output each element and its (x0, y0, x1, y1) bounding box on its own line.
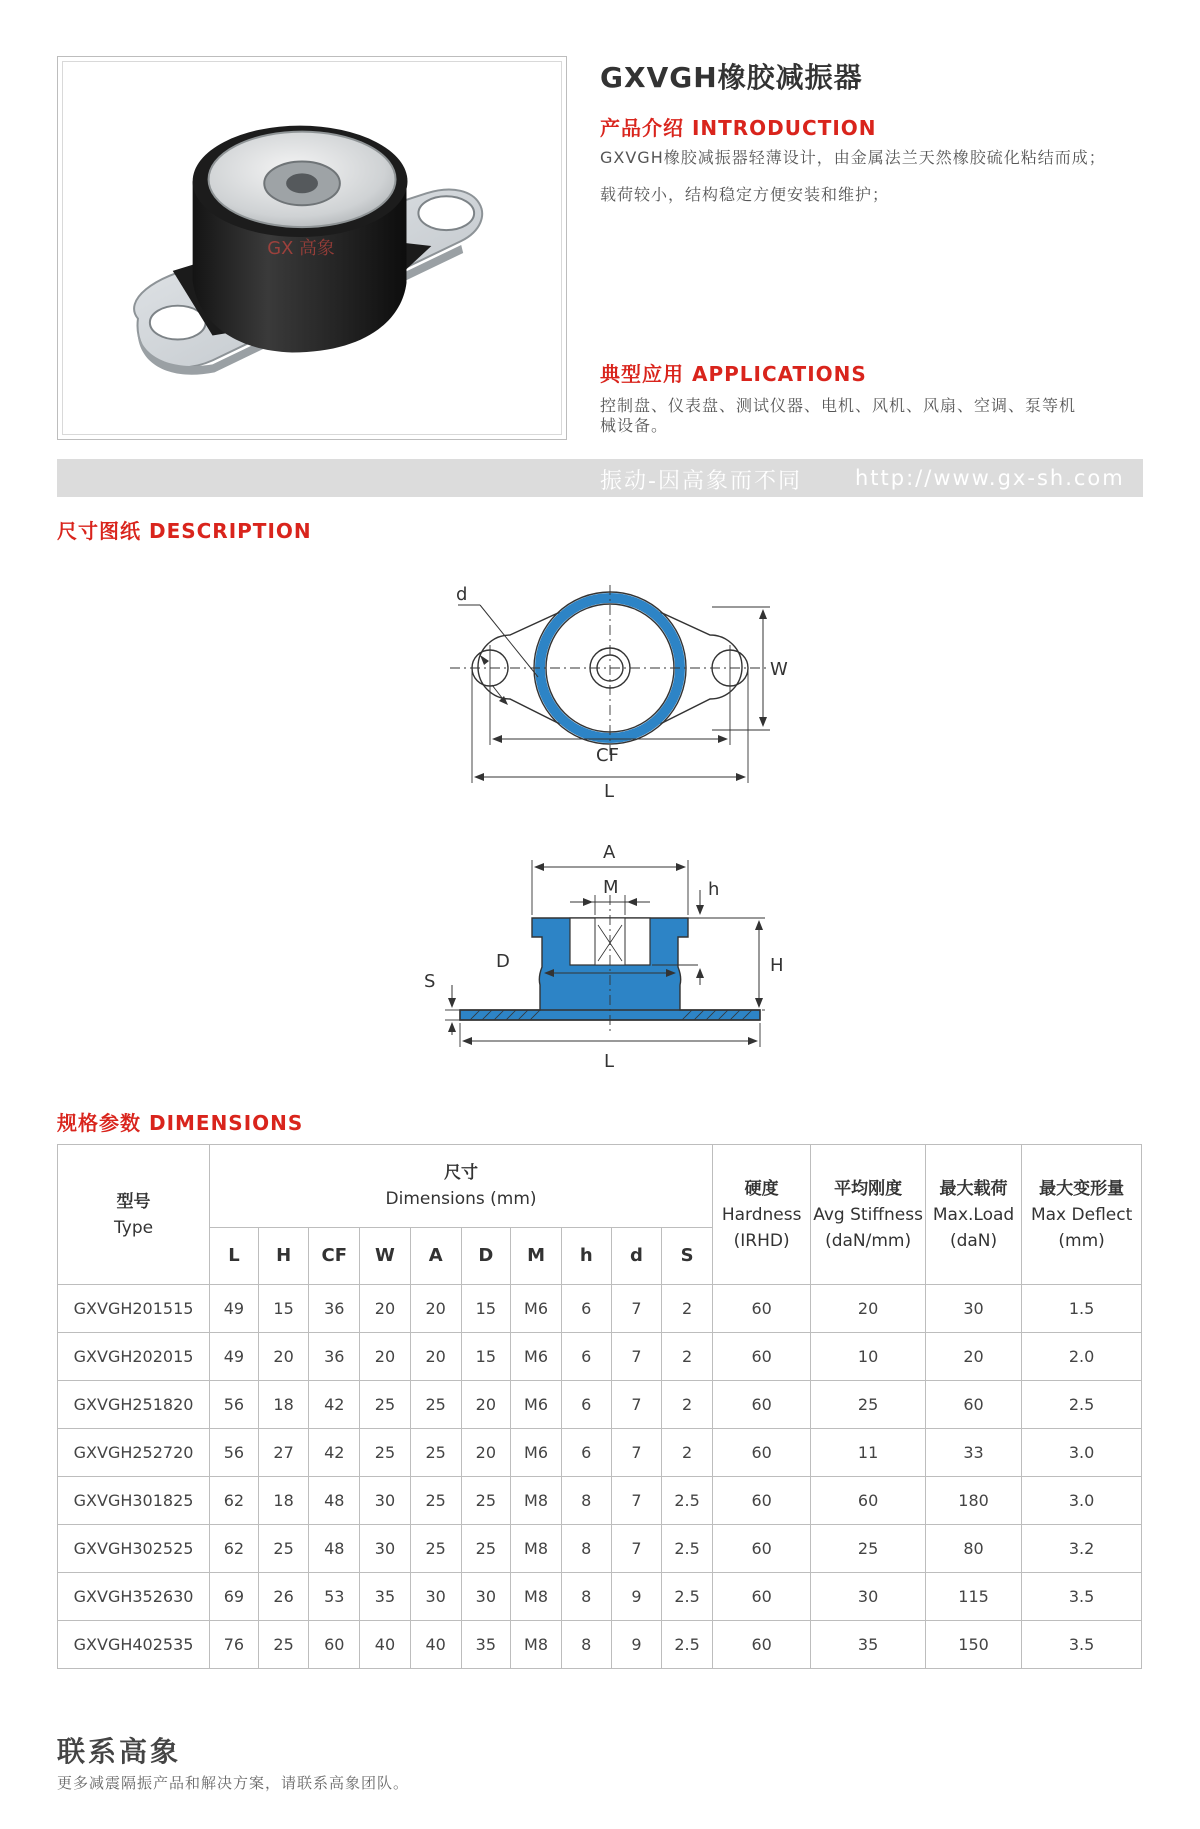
footer-text: 更多减震隔振产品和解决方案，请联系高象团队。 (57, 1774, 410, 1792)
label-h: h (708, 879, 720, 900)
table-cell: 60 (309, 1621, 360, 1669)
table-cell: 9 (611, 1621, 662, 1669)
table-cell: 2.5 (662, 1477, 713, 1525)
table-row (58, 1333, 1142, 1381)
table-cell: 62 (210, 1525, 259, 1573)
table-cell-type: GXVGH302525 (58, 1525, 210, 1573)
table-cell: 60 (712, 1477, 810, 1525)
col-M: M (511, 1228, 562, 1285)
table-cell: M6 (511, 1381, 562, 1429)
table-cell: 20 (461, 1429, 511, 1477)
table-cell: 7 (611, 1381, 662, 1429)
table-cell: 115 (925, 1573, 1021, 1621)
table-cell: 25 (410, 1525, 461, 1573)
applications-line-1: 控制盘、仪表盘、测试仪器、电机、风机、风扇、空调、泵等机 (600, 396, 1077, 415)
table-cell: 56 (210, 1381, 259, 1429)
table-row (58, 1573, 1142, 1621)
applications-heading: 典型应用 APPLICATIONS (600, 362, 867, 386)
table-cell: 20 (461, 1381, 511, 1429)
table-cell: 49 (210, 1333, 259, 1381)
table-cell: 3.0 (1022, 1477, 1142, 1525)
table-cell: 60 (925, 1381, 1021, 1429)
table-cell: 180 (925, 1477, 1021, 1525)
table-cell: 60 (811, 1477, 926, 1525)
header-max-load: 最大载荷 Max.Load (daN) (925, 1145, 1021, 1285)
col-CF: CF (309, 1228, 360, 1285)
table-cell: 7 (611, 1285, 662, 1333)
table-cell: 2 (662, 1381, 713, 1429)
table-row (58, 1285, 1142, 1333)
col-L: L (210, 1228, 259, 1285)
table-cell: 20 (410, 1285, 461, 1333)
table-cell: 20 (410, 1333, 461, 1381)
table-cell: 10 (811, 1333, 926, 1381)
label-L-top: L (604, 781, 615, 802)
product-photo-frame (57, 56, 567, 440)
banner-url-link[interactable]: http://www.gx-sh.com (855, 466, 1125, 490)
table-cell: M8 (511, 1477, 562, 1525)
table-cell: 8 (561, 1573, 611, 1621)
table-cell: 25 (258, 1621, 309, 1669)
table-cell: 1.5 (1022, 1285, 1142, 1333)
table-cell: 3.5 (1022, 1573, 1142, 1621)
col-d: d (611, 1228, 662, 1285)
table-cell: 60 (712, 1381, 810, 1429)
table-cell: 60 (712, 1525, 810, 1573)
table-row (58, 1381, 1142, 1429)
table-cell-type: GXVGH402535 (58, 1621, 210, 1669)
table-cell: 2.5 (662, 1573, 713, 1621)
col-D: D (461, 1228, 511, 1285)
table-cell-type: GXVGH251820 (58, 1381, 210, 1429)
table-cell-type: GXVGH352630 (58, 1573, 210, 1621)
table-cell: 20 (925, 1333, 1021, 1381)
table-cell: 2.5 (1022, 1381, 1142, 1429)
table-cell: 40 (360, 1621, 411, 1669)
table-cell: 30 (925, 1285, 1021, 1333)
col-h: h (561, 1228, 611, 1285)
label-L-side: L (604, 1051, 615, 1072)
table-cell: 25 (360, 1429, 411, 1477)
table-cell: 62 (210, 1477, 259, 1525)
header-stiffness: 平均刚度 Avg Stiffness (daN/mm) (811, 1145, 926, 1285)
table-cell: 35 (811, 1621, 926, 1669)
table-cell: 8 (561, 1621, 611, 1669)
table-cell: 20 (360, 1333, 411, 1381)
table-cell: 53 (309, 1573, 360, 1621)
table-cell: 69 (210, 1573, 259, 1621)
header-type: 型号 Type (58, 1145, 210, 1285)
product-photo (63, 62, 561, 434)
table-cell: 3.2 (1022, 1525, 1142, 1573)
table-cell-type: GXVGH301825 (58, 1477, 210, 1525)
col-S: S (662, 1228, 713, 1285)
table-row (58, 1429, 1142, 1477)
table-cell: 2 (662, 1333, 713, 1381)
table-cell: 42 (309, 1429, 360, 1477)
table-cell: 7 (611, 1477, 662, 1525)
table-cell: 3.0 (1022, 1429, 1142, 1477)
table-cell: 15 (461, 1333, 511, 1381)
table-cell: 7 (611, 1525, 662, 1573)
table-cell: 30 (360, 1525, 411, 1573)
table-cell: 11 (811, 1429, 926, 1477)
table-cell: 30 (811, 1573, 926, 1621)
table-cell: 26 (258, 1573, 309, 1621)
table-cell: 60 (712, 1333, 810, 1381)
table-cell: 56 (210, 1429, 259, 1477)
label-S: S (424, 971, 436, 992)
table-cell: 25 (360, 1381, 411, 1429)
table-cell: 60 (712, 1573, 810, 1621)
table-cell: 30 (360, 1477, 411, 1525)
table-cell: 6 (561, 1333, 611, 1381)
table-cell: 25 (410, 1477, 461, 1525)
table-cell: 60 (712, 1285, 810, 1333)
table-cell: M8 (511, 1525, 562, 1573)
table-cell-type: GXVGH252720 (58, 1429, 210, 1477)
table-cell: 40 (410, 1621, 461, 1669)
intro-line-2: 载荷较小，结构稳定方便安装和维护； (600, 185, 890, 204)
table-cell: 35 (360, 1573, 411, 1621)
dimension-drawing (420, 565, 800, 1085)
table-cell: 49 (210, 1285, 259, 1333)
table-cell: M6 (511, 1333, 562, 1381)
table-cell: 42 (309, 1381, 360, 1429)
table-cell: M6 (511, 1429, 562, 1477)
table-cell: 3.5 (1022, 1621, 1142, 1669)
banner-slogan: 振动-因高象而不同 (600, 469, 802, 494)
table-row (58, 1477, 1142, 1525)
table-cell: 36 (309, 1285, 360, 1333)
drawing-heading: 尺寸图纸 DESCRIPTION (57, 519, 312, 543)
table-cell: 25 (461, 1477, 511, 1525)
label-H: H (770, 955, 784, 976)
table-cell: 8 (561, 1477, 611, 1525)
table-cell: 6 (561, 1285, 611, 1333)
col-A: A (410, 1228, 461, 1285)
table-cell: 30 (410, 1573, 461, 1621)
table-cell: 18 (258, 1477, 309, 1525)
table-cell: 25 (258, 1525, 309, 1573)
table-cell: 150 (925, 1621, 1021, 1669)
col-W: W (360, 1228, 411, 1285)
table-cell: 8 (561, 1525, 611, 1573)
table-cell: 20 (811, 1285, 926, 1333)
table-cell: 20 (258, 1333, 309, 1381)
dimensions-heading: 规格参数 DIMENSIONS (57, 1111, 304, 1135)
table-cell: 2.5 (662, 1621, 713, 1669)
table-cell: 2 (662, 1429, 713, 1477)
table-cell: 25 (811, 1381, 926, 1429)
table-cell: 36 (309, 1333, 360, 1381)
table-cell: 20 (360, 1285, 411, 1333)
table-cell: 25 (410, 1429, 461, 1477)
table-cell: 35 (461, 1621, 511, 1669)
intro-line-1: GXVGH橡胶减振器轻薄设计，由金属法兰天然橡胶硫化粘结而成； (600, 148, 1106, 167)
table-cell: 7 (611, 1333, 662, 1381)
header-max-deflect: 最大变形量 Max Deflect (mm) (1022, 1145, 1142, 1285)
table-cell: 60 (712, 1429, 810, 1477)
table-cell: 48 (309, 1525, 360, 1573)
table-cell: 15 (258, 1285, 309, 1333)
table-cell: 2.5 (662, 1525, 713, 1573)
label-CF: CF (596, 745, 619, 766)
col-H: H (258, 1228, 309, 1285)
applications-line-2: 械设备。 (600, 416, 669, 435)
label-d: d (456, 584, 468, 605)
table-cell-type: GXVGH201515 (58, 1285, 210, 1333)
table-cell: 9 (611, 1573, 662, 1621)
label-W: W (770, 659, 788, 680)
table-cell: 6 (561, 1381, 611, 1429)
header-hardness: 硬度 Hardness (IRHD) (712, 1145, 810, 1285)
table-cell: 27 (258, 1429, 309, 1477)
table-cell: 25 (811, 1525, 926, 1573)
table-cell-type: GXVGH202015 (58, 1333, 210, 1381)
table-cell: 48 (309, 1477, 360, 1525)
table-cell: 60 (712, 1621, 810, 1669)
table-cell: 2.0 (1022, 1333, 1142, 1381)
dimensions-table-body (58, 1285, 1142, 1669)
intro-heading: 产品介绍 INTRODUCTION (600, 116, 877, 140)
table-cell: 33 (925, 1429, 1021, 1477)
table-cell: M6 (511, 1285, 562, 1333)
table-row (58, 1525, 1142, 1573)
table-cell: 7 (611, 1429, 662, 1477)
table-cell: 25 (410, 1381, 461, 1429)
footer-title: 联系高象 (57, 1735, 182, 1768)
table-cell: 25 (461, 1525, 511, 1573)
table-row (58, 1621, 1142, 1669)
label-A: A (603, 842, 616, 863)
label-M: M (603, 877, 619, 898)
table-cell: 2 (662, 1285, 713, 1333)
table-cell: 6 (561, 1429, 611, 1477)
dimensions-table (57, 1144, 1142, 1669)
table-cell: M8 (511, 1621, 562, 1669)
label-D: D (496, 951, 510, 972)
table-cell: 18 (258, 1381, 309, 1429)
header-dimensions: 尺寸 Dimensions (mm) (210, 1145, 713, 1228)
table-cell: 15 (461, 1285, 511, 1333)
table-cell: 30 (461, 1573, 511, 1621)
table-cell: 80 (925, 1525, 1021, 1573)
table-cell: M8 (511, 1573, 562, 1621)
product-title: GXVGH橡胶减振器 (600, 61, 863, 94)
watermark-text: GX 高象 (267, 237, 335, 259)
table-cell: 76 (210, 1621, 259, 1669)
